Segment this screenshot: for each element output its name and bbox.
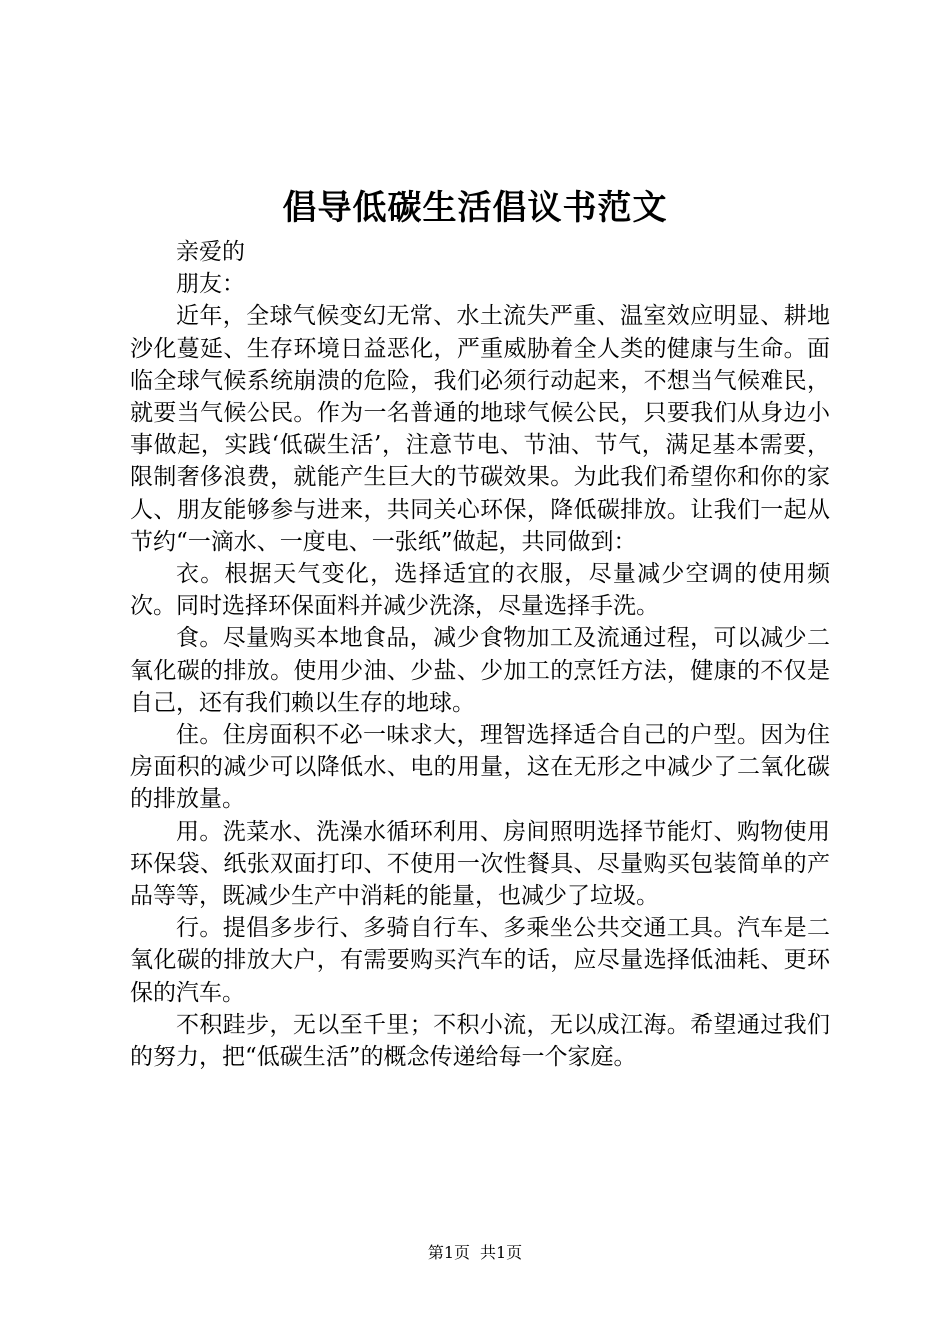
- page-footer: [0, 1243, 950, 1263]
- paragraph-food: 食。尽量购买本地食品，减少食物加工及流通过程，可以减少二氧化碳的排放。使用少油、少盐、少加工的烹饪方法，健康的不仅是自己，还有我们赖以生存的地球。: [130, 625, 830, 716]
- paragraph-usage: 用。洗菜水、洗澡水循环利用、房间照明选择节能灯、购物使用环保袋、纸张双面打印、不使用一次性餐具、尽量购买包装简单的产品等等，既减少生产中消耗的能量，也减少了垃圾。: [130, 818, 830, 910]
- paragraph-intro: 近年，全球气候变幻无常、水土流失严重、温室效应明显、耕地沙化蔓延、生存环境日益恶化，严重威胁着全人类的健康与生命。面临全球气候系统崩溃的危险，我们必须行动起来，不想当气候难民，就要当气候公民。作为一名普通的地球气候公民，只要我们从身边小事做起，实践‘低碳生活’，注意节电、节油、节气，满足基本需要，限制奢侈浪费，就能产生巨大的节碳效果。为此我们希望你和你的家人、朋友能够参与进来，共同关心环保，降低碳排放。让我们一起从节约“一滴水、一度电、一张纸”做起，共同做到：: [130, 303, 830, 555]
- page-number-total: 共1页: [480, 1243, 523, 1262]
- paragraph-clothing: 衣。根据天气变化，选择适宜的衣服，尽量减少空调的使用频次。同时选择环保面料并减少洗涤，尽量选择手洗。: [130, 561, 830, 620]
- document-title: 倡导低碳生活倡议书范文: [282, 188, 668, 228]
- page-number-current: 第1页: [427, 1243, 470, 1262]
- document-body: [130, 236, 830, 1073]
- salutation-line-2: 朋友：: [176, 271, 245, 298]
- paragraph-closing: 不积跬步，无以至千里；不积小流，无以成江海。希望通过我们的努力，把“低碳生活”的概念传递给每一个家庭。: [130, 1011, 830, 1071]
- salutation-line-1: 亲爱的: [176, 239, 245, 265]
- paragraph-transport: 行。提倡多步行、多骑自行车、多乘坐公共交通工具。汽车是二氧化碳的排放大户，有需要购买汽车的话，应尽量选择低油耗、更环保的汽车。: [130, 915, 830, 1006]
- paragraph-housing: 住。住房面积不必一味求大，理智选择适合自己的户型。因为住房面积的减少可以降低水、电的用量，这在无形之中减少了二氧化碳的排放量。: [130, 722, 830, 813]
